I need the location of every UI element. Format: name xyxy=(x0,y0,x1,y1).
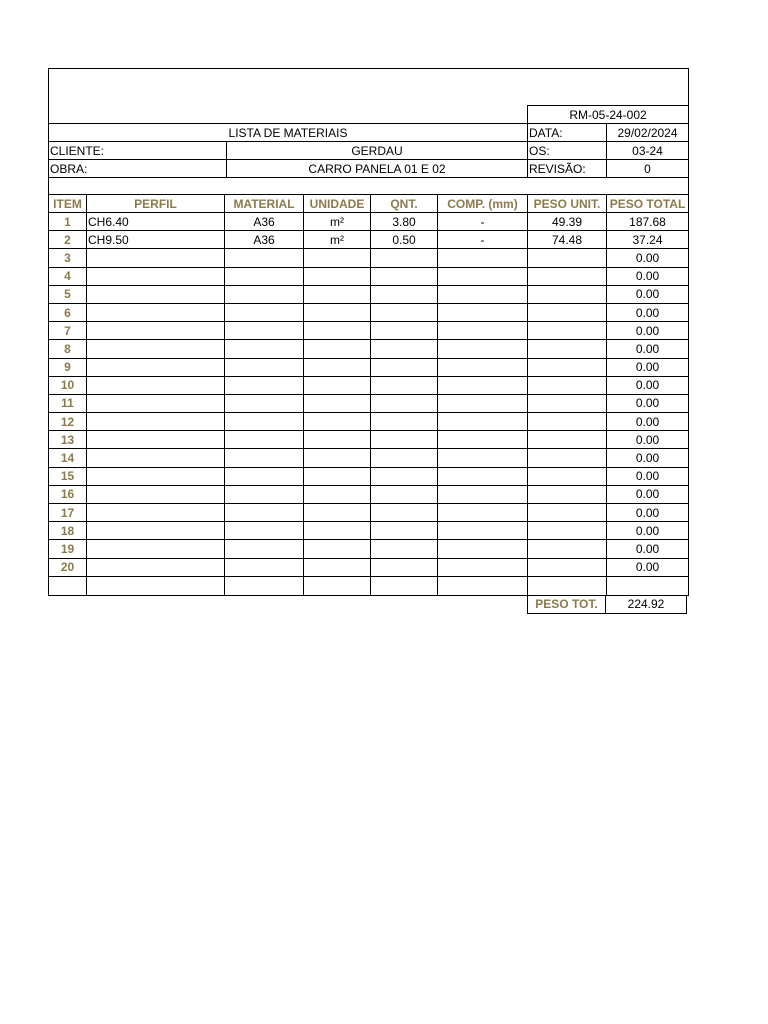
row-qnt xyxy=(371,249,438,267)
row-material xyxy=(225,413,304,431)
row-qnt: 3.80 xyxy=(371,213,438,231)
row-perfil xyxy=(87,322,225,340)
row-comp xyxy=(438,431,528,449)
row-peso-unit xyxy=(528,559,607,577)
table-row-blank xyxy=(48,577,689,596)
row-qnt xyxy=(371,286,438,304)
row-peso-unit xyxy=(528,431,607,449)
table-row xyxy=(48,286,689,304)
row-qnt xyxy=(371,449,438,467)
row-perfil xyxy=(87,395,225,413)
title-row xyxy=(48,123,689,141)
row-comp xyxy=(438,468,528,486)
row-material xyxy=(225,395,304,413)
page-title: LISTA DE MATERIAIS xyxy=(228,125,348,140)
table-row xyxy=(48,504,689,522)
row-material xyxy=(225,359,304,377)
row-peso-unit: 49.39 xyxy=(528,213,607,231)
row-qnt xyxy=(371,395,438,413)
row-unidade xyxy=(304,540,371,558)
row-peso-total: 0.00 xyxy=(607,431,689,449)
row-peso-unit xyxy=(528,540,607,558)
row-item: 1 xyxy=(48,213,87,231)
row-peso-total: 0.00 xyxy=(607,449,689,467)
row-item: 11 xyxy=(48,395,87,413)
row-comp xyxy=(438,486,528,504)
row-peso-unit xyxy=(528,395,607,413)
row-item: 20 xyxy=(48,559,87,577)
cliente-row xyxy=(48,141,689,159)
row-peso-unit xyxy=(528,304,607,322)
row-qnt xyxy=(371,413,438,431)
row-perfil xyxy=(87,377,225,395)
table-row xyxy=(48,213,689,231)
row-comp xyxy=(438,340,528,358)
row-comp: - xyxy=(438,231,528,249)
row-comp xyxy=(438,249,528,267)
row-peso-total: 37.24 xyxy=(607,231,689,249)
row-comp xyxy=(438,522,528,540)
row-unidade xyxy=(304,268,371,286)
row-peso-total: 0.00 xyxy=(607,540,689,558)
column-header-row xyxy=(48,195,689,213)
row-item: 6 xyxy=(48,304,87,322)
row-qnt xyxy=(371,504,438,522)
row-qnt xyxy=(371,377,438,395)
row-unidade xyxy=(304,559,371,577)
row-peso-unit xyxy=(528,249,607,267)
row-item: 2 xyxy=(48,231,87,249)
row-peso-total: 0.00 xyxy=(607,286,689,304)
row-peso-unit xyxy=(528,340,607,358)
row-item: 5 xyxy=(48,286,87,304)
table-row xyxy=(48,322,689,340)
row-perfil xyxy=(87,340,225,358)
row-item: 4 xyxy=(48,268,87,286)
cliente-label: CLIENTE: xyxy=(50,143,105,158)
row-peso-total: 0.00 xyxy=(607,522,689,540)
row-peso-unit xyxy=(528,377,607,395)
col-peso-unit: PESO UNIT. xyxy=(528,195,607,213)
row-unidade xyxy=(304,449,371,467)
row-material xyxy=(225,468,304,486)
row-peso-total: 0.00 xyxy=(607,268,689,286)
total-label: PESO TOT. xyxy=(527,596,606,614)
row-qnt xyxy=(371,522,438,540)
row-qnt xyxy=(371,559,438,577)
row-item: 17 xyxy=(48,504,87,522)
row-unidade xyxy=(304,431,371,449)
row-peso-total: 0.00 xyxy=(607,322,689,340)
row-peso-total: 0.00 xyxy=(607,377,689,395)
row-material xyxy=(225,504,304,522)
row-peso-total: 0.00 xyxy=(607,359,689,377)
row-material xyxy=(225,522,304,540)
row-unidade xyxy=(304,413,371,431)
row-material xyxy=(225,377,304,395)
table-row xyxy=(48,413,689,431)
row-item: 7 xyxy=(48,322,87,340)
os-label: OS: xyxy=(527,142,606,159)
row-peso-unit xyxy=(528,468,607,486)
row-material xyxy=(225,304,304,322)
col-material: MATERIAL xyxy=(225,195,304,213)
row-qnt xyxy=(371,540,438,558)
row-peso-total: 0.00 xyxy=(607,395,689,413)
row-unidade xyxy=(304,340,371,358)
row-comp xyxy=(438,268,528,286)
doc-code-row xyxy=(48,105,689,123)
row-material xyxy=(225,268,304,286)
row-peso-total: 0.00 xyxy=(607,340,689,358)
row-item: 16 xyxy=(48,486,87,504)
row-item: 12 xyxy=(48,413,87,431)
row-perfil xyxy=(87,268,225,286)
col-item: ITEM xyxy=(48,195,87,213)
row-item: 9 xyxy=(48,359,87,377)
row-perfil xyxy=(87,286,225,304)
row-item: 8 xyxy=(48,340,87,358)
row-peso-unit xyxy=(528,268,607,286)
row-material xyxy=(225,559,304,577)
os-value: 03-24 xyxy=(606,142,688,159)
row-perfil xyxy=(87,359,225,377)
table-row xyxy=(48,395,689,413)
row-unidade xyxy=(304,377,371,395)
row-peso-unit xyxy=(528,413,607,431)
row-qnt xyxy=(371,304,438,322)
col-unidade: UNIDADE xyxy=(304,195,371,213)
table-row xyxy=(48,249,689,267)
table-row xyxy=(48,486,689,504)
revisao-value: 0 xyxy=(606,160,688,177)
row-item: 18 xyxy=(48,522,87,540)
row-perfil xyxy=(87,431,225,449)
spacer-row xyxy=(48,178,689,195)
row-unidade: m² xyxy=(304,231,371,249)
row-peso-total: 187.68 xyxy=(607,213,689,231)
table-row xyxy=(48,377,689,395)
row-perfil xyxy=(87,468,225,486)
row-material: A36 xyxy=(225,231,304,249)
row-comp: - xyxy=(438,213,528,231)
row-item: 3 xyxy=(48,249,87,267)
row-comp xyxy=(438,377,528,395)
data-label: DATA: xyxy=(527,124,606,141)
row-unidade xyxy=(304,468,371,486)
revisao-label: REVISÃO: xyxy=(527,160,606,177)
cliente-value: GERDAU xyxy=(226,142,527,159)
row-qnt: 0.50 xyxy=(371,231,438,249)
row-perfil xyxy=(87,540,225,558)
materials-table-body xyxy=(48,213,689,577)
row-qnt xyxy=(371,486,438,504)
row-perfil xyxy=(87,449,225,467)
row-peso-unit xyxy=(528,359,607,377)
table-row xyxy=(48,559,689,577)
materials-sheet xyxy=(48,68,689,614)
row-item: 19 xyxy=(48,540,87,558)
row-peso-unit: 74.48 xyxy=(528,231,607,249)
table-row xyxy=(48,304,689,322)
row-comp xyxy=(438,322,528,340)
row-unidade xyxy=(304,249,371,267)
row-comp xyxy=(438,359,528,377)
row-peso-total: 0.00 xyxy=(607,304,689,322)
row-peso-total: 0.00 xyxy=(607,468,689,486)
header-blank xyxy=(48,68,689,105)
col-perfil: PERFIL xyxy=(87,195,225,213)
row-perfil xyxy=(87,559,225,577)
row-material xyxy=(225,249,304,267)
row-perfil: CH9.50 xyxy=(87,231,225,249)
row-qnt xyxy=(371,340,438,358)
row-peso-unit xyxy=(528,449,607,467)
row-material xyxy=(225,286,304,304)
row-peso-unit xyxy=(528,322,607,340)
row-material xyxy=(225,322,304,340)
row-comp xyxy=(438,540,528,558)
row-comp xyxy=(438,286,528,304)
doc-code: RM-05-24-002 xyxy=(527,105,688,123)
table-row xyxy=(48,359,689,377)
total-value: 224.92 xyxy=(606,596,687,614)
row-item: 10 xyxy=(48,377,87,395)
row-peso-unit xyxy=(528,286,607,304)
row-comp xyxy=(438,559,528,577)
row-perfil xyxy=(87,504,225,522)
row-qnt xyxy=(371,322,438,340)
row-perfil xyxy=(87,486,225,504)
row-unidade xyxy=(304,504,371,522)
row-material xyxy=(225,431,304,449)
row-comp xyxy=(438,504,528,522)
row-perfil xyxy=(87,522,225,540)
table-row xyxy=(48,540,689,558)
row-item: 14 xyxy=(48,449,87,467)
row-material xyxy=(225,449,304,467)
table-row xyxy=(48,431,689,449)
row-perfil xyxy=(87,413,225,431)
row-unidade xyxy=(304,304,371,322)
row-unidade xyxy=(304,395,371,413)
row-unidade xyxy=(304,522,371,540)
obra-label: OBRA: xyxy=(50,161,88,176)
table-row xyxy=(48,522,689,540)
obra-value: CARRO PANELA 01 E 02 xyxy=(226,160,527,177)
row-comp xyxy=(438,449,528,467)
row-peso-total: 0.00 xyxy=(607,249,689,267)
row-perfil xyxy=(87,249,225,267)
row-qnt xyxy=(371,431,438,449)
row-unidade: m² xyxy=(304,213,371,231)
table-row xyxy=(48,231,689,249)
row-comp xyxy=(438,395,528,413)
row-material xyxy=(225,486,304,504)
total-row xyxy=(48,596,689,614)
row-peso-unit xyxy=(528,504,607,522)
row-unidade xyxy=(304,486,371,504)
row-item: 15 xyxy=(48,468,87,486)
row-material xyxy=(225,340,304,358)
row-qnt xyxy=(371,268,438,286)
table-row xyxy=(48,468,689,486)
col-qnt: QNT. xyxy=(371,195,438,213)
data-value: 29/02/2024 xyxy=(606,124,688,141)
row-qnt xyxy=(371,359,438,377)
table-row xyxy=(48,449,689,467)
row-material: A36 xyxy=(225,213,304,231)
row-comp xyxy=(438,413,528,431)
row-perfil xyxy=(87,304,225,322)
obra-row xyxy=(48,159,689,178)
row-comp xyxy=(438,304,528,322)
row-unidade xyxy=(304,359,371,377)
row-peso-unit xyxy=(528,522,607,540)
col-peso-total: PESO TOTAL xyxy=(607,195,689,213)
row-perfil: CH6.40 xyxy=(87,213,225,231)
row-peso-total: 0.00 xyxy=(607,413,689,431)
row-peso-total: 0.00 xyxy=(607,486,689,504)
row-peso-total: 0.00 xyxy=(607,504,689,522)
col-comp: COMP. (mm) xyxy=(438,195,528,213)
row-qnt xyxy=(371,468,438,486)
table-row xyxy=(48,268,689,286)
row-unidade xyxy=(304,286,371,304)
row-peso-total: 0.00 xyxy=(607,559,689,577)
table-row xyxy=(48,340,689,358)
row-peso-unit xyxy=(528,486,607,504)
row-material xyxy=(225,540,304,558)
row-unidade xyxy=(304,322,371,340)
row-item: 13 xyxy=(48,431,87,449)
